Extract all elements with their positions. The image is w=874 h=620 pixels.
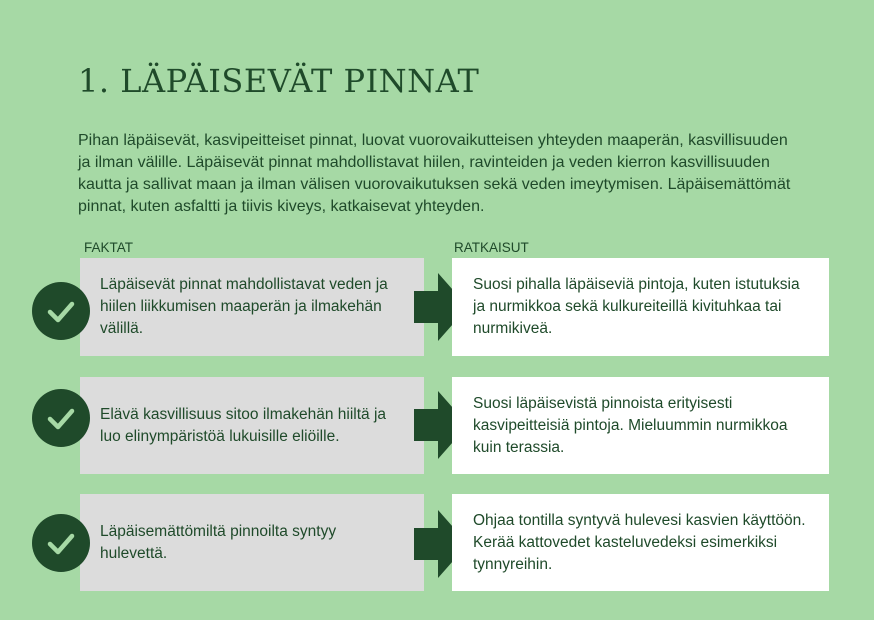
fact-box — [80, 494, 424, 591]
fact-text: Elävä kasvillisuus sitoo ilmakehän hiiltä ja luo elinympäristöä lukuisille eliöille. — [100, 405, 387, 445]
fact-text: Läpäisemättömiltä pinnoilta syntyy hulevettä. — [100, 522, 337, 562]
solutions-column-heading: RATKAISUT — [454, 240, 529, 255]
solution-box — [452, 377, 829, 474]
fact-row — [0, 377, 874, 474]
check-icon — [32, 282, 90, 340]
solution-text: Suosi läpäisevistä pinnoista erityisesti kasvipeitteisiä pintoja. Mieluummin nurmikkoa kuin terassia. — [473, 394, 788, 456]
intro-paragraph: Pihan läpäisevät, kasvipeitteiset pinnat, luovat vuorovaikutteisen yhteyden maaperän, kasvillisuuden ja ilman välille. Läpäisevät pinnat mahdollistavat hiilen, ravinteiden ja veden kierron kasvillisuuden kautta ja sallivat maan ja ilman välisen vuorovaikutuksen sekä veden imeytymisen. Läpäisemättömät pinnat, kuten asfaltti ja tiivis kiveys, katkaisevat yhteyden. — [78, 132, 791, 215]
check-icon — [32, 514, 90, 572]
fact-text: Läpäisevät pinnat mahdollistavat veden ja hiilen liikkumisen maaperän ja ilmakehän välillä. — [100, 276, 388, 337]
solution-box — [452, 494, 829, 591]
fact-box — [80, 377, 424, 474]
check-icon — [32, 389, 90, 447]
fact-row — [0, 494, 874, 591]
solution-text: Ohjaa tontilla syntyvä hulevesi kasvien käyttöön. Kerää kattovedet kasteluvedeksi esimerkiksi tynnyreihin. — [473, 511, 806, 573]
page-title: 1. LÄPÄISEVÄT PINNAT — [78, 62, 480, 100]
facts-column-heading: FAKTAT — [84, 240, 134, 255]
fact-row — [0, 258, 874, 356]
solution-text: Suosi pihalla läpäiseviä pintoja, kuten istutuksia ja nurmikkoa sekä kulkureiteillä kivituhkaa tai nurmikiveä. — [473, 276, 800, 337]
fact-box — [80, 258, 424, 356]
solution-box — [452, 258, 829, 356]
